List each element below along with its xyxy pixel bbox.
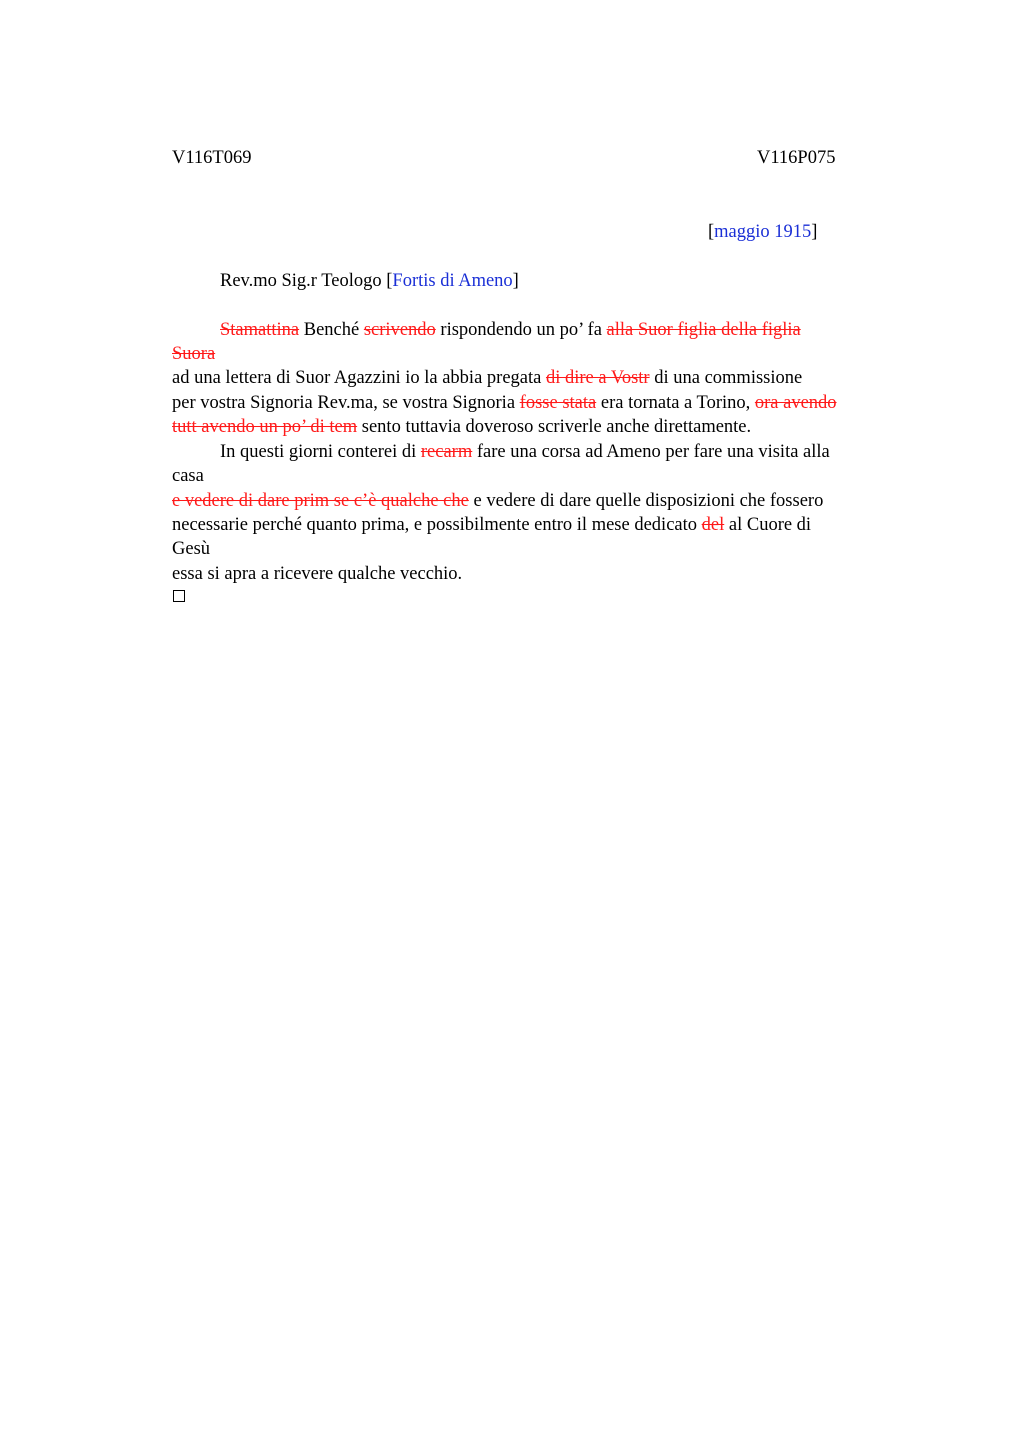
body-text: essa si apra a ricevere qualche vecchio. <box>172 564 463 584</box>
body-text: necessarie perché quanto prima, e possibilmente entro il mese dedicato <box>172 515 702 535</box>
body-line-11 <box>172 562 462 586</box>
body-text: ad una lettera di Suor Agazzini io la abbia pregata <box>172 368 546 388</box>
deleted-text: tutt avendo un po’ di tem <box>172 417 358 437</box>
date-open-bracket: [ <box>708 222 715 242</box>
body-text: Benché <box>299 320 364 340</box>
body-line-9 <box>172 513 811 537</box>
body-text: Gesù <box>172 539 211 559</box>
body-text: al Cuore di <box>724 515 812 535</box>
body-text: rispondendo un po’ fa <box>435 320 607 340</box>
deleted-text: scrivendo <box>363 320 436 340</box>
salutation-text: Rev.mo Sig.r Teologo <box>220 271 387 291</box>
deleted-text: di dire a Vostr <box>545 368 650 388</box>
letter-date <box>708 220 817 244</box>
body-line-6 <box>220 440 830 464</box>
body-line-3 <box>172 366 802 390</box>
salutation-close-bracket: ] <box>512 271 519 291</box>
deleted-text: Stamattina <box>220 320 300 340</box>
deleted-text: alla Suor figlia della figlia <box>606 320 801 340</box>
body-line-4 <box>172 391 837 415</box>
body-line-10 <box>172 537 210 561</box>
body-text: sento tuttavia doveroso scriverle anche direttamente. <box>357 417 752 437</box>
deleted-text: ora avendo <box>754 393 837 413</box>
recipient-name: Fortis di Ameno <box>392 271 513 291</box>
body-line-7 <box>172 464 204 488</box>
body-line-8 <box>172 489 823 513</box>
document-code-right: V116P075 <box>757 148 836 168</box>
date-text: maggio 1915 <box>714 222 812 242</box>
checkbox-icon <box>173 590 185 602</box>
body-text: di una commissione <box>649 368 803 388</box>
body-line-5 <box>172 415 751 439</box>
body-text: In questi giorni conterei di <box>220 442 421 462</box>
body-text: era tornata a Torino, <box>596 393 755 413</box>
body-line-1 <box>220 318 801 342</box>
salutation <box>220 269 519 293</box>
salutation-open-bracket: [ <box>386 271 393 291</box>
deleted-text: fosse stata <box>519 393 597 413</box>
deleted-text: recarm <box>420 442 473 462</box>
date-close-bracket: ] <box>811 222 818 242</box>
body-text: per vostra Signoria Rev.ma, se vostra Signoria <box>172 393 520 413</box>
deleted-text: del <box>701 515 725 535</box>
deleted-text: e vedere di dare prim se c’è qualche che <box>172 491 469 511</box>
document-code-left: V116T069 <box>172 148 252 168</box>
deleted-text: Suora <box>172 344 216 364</box>
body-line-2 <box>172 342 215 366</box>
body-text: fare una corsa ad Ameno per fare una visita alla <box>472 442 830 462</box>
body-text: casa <box>172 466 204 486</box>
body-text: e vedere di dare quelle disposizioni che fossero <box>468 491 824 511</box>
